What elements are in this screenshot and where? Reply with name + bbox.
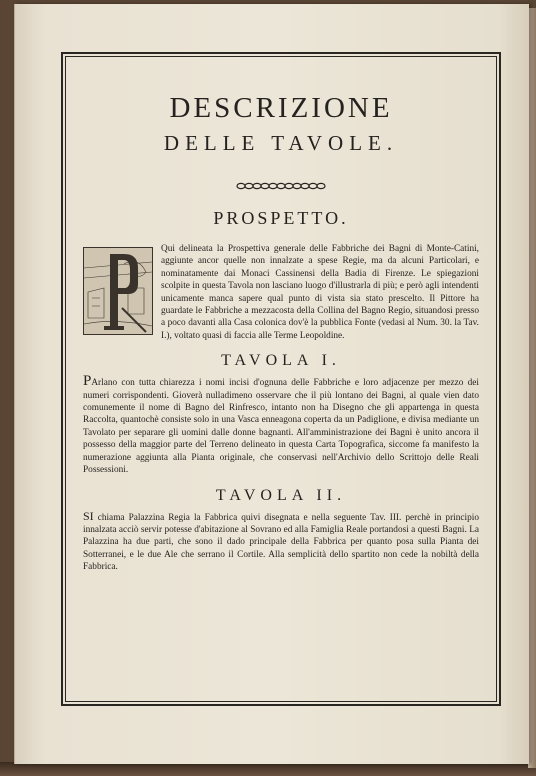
page-title: DESCRIZIONE (169, 92, 393, 124)
adjacent-page-edge (528, 8, 536, 768)
table-surface (0, 762, 536, 776)
page-content (83, 80, 479, 694)
tavola-1-text: Arlano con tutta chiarezza i nomi incisi d'ognuna delle Fabbriche e loro adjacenze per mezzo dei numeri corrispondenti. Gioverà nulladimeno osservare che il più lontano dei Bagni, al quale vien dato comunemente il nome di Bagno del Rinfresco, intanto non ha Disegno che gli appartenga in questa Raccolta, quantochè consiste solo in una Vasca enneagona coperta da un Padiglione, e divisa mediante un Tavolato per separare gli uomini dalle donne bagnanti. All'amministrazione dei Bagni è unito ancora il possesso della maggior parte del Terreno delineato in questa Carta Topografica, siccome fa manifesto la numerazione aggiunta alla Pianta originale, che conservasi nell'Archivio dello Scrittojo delle Reali Possessioni. (83, 378, 479, 476)
section-heading-prospetto: PROSPETTO. (213, 208, 349, 228)
page-border (61, 52, 501, 706)
dropcap-p: P (83, 373, 92, 390)
page-subtitle: DELLE TAVOLE. (163, 131, 399, 155)
section-heading-tavola-1: TAVOLA I. (221, 352, 341, 370)
dropcap-si: SI (83, 508, 94, 523)
tavola-2-text: chiama Palazzina Regia la Fabbrica quivi disegnata e nella seguente Tav. III. perchè in principio innalzata acciò servir potesse d'abitazione al Sovrano ed alla Famiglia Reale portandosi a questi Bagni. La Palazzina ha due parti, che sono il dado principale della Fabbrica per quanto posa sulla Pianta dei Sotterranei, e le due Ale che serrano il Cortile. Alla semplicità dello spartito non cede la nobiltà della Fabbrica. (83, 512, 479, 573)
tavola-1-paragraph (83, 373, 479, 476)
prospetto-paragraph: Qui delineata la Prospettiva generale delle Fabbriche dei Bagni di Monte-Catini, aggiunte ancor quelle non innalzate a spese Regie, ma da alcuni Particolari, e nominatamente dai Monaci Cassinensi della Badia di Firenze. Le spiegazioni scolpite in questa Tavola non lasciano luogo d'illustrarla di più; e però agli intendenti unicamente manca sapere qual punto di vista sia stato prescelto. Il Pittore ha guardate le Fabbriche a mezzacosta della Collina del Bagno Regio, situandosi presso a poco davanti alla Casa colonica dov'è la pubblica Fonte (vedasi al Num. 30. la Tav. I.), voltato quasi di faccia alle Terme Leopoldine. (161, 244, 479, 341)
tavola-2-paragraph (83, 508, 479, 574)
decorative-initial-q-icon (83, 247, 153, 335)
book-page (14, 4, 529, 764)
section-heading-tavola-2: TAVOLA II. (215, 486, 347, 504)
section-prospetto (83, 243, 479, 342)
chain-ornament-icon (83, 178, 479, 188)
